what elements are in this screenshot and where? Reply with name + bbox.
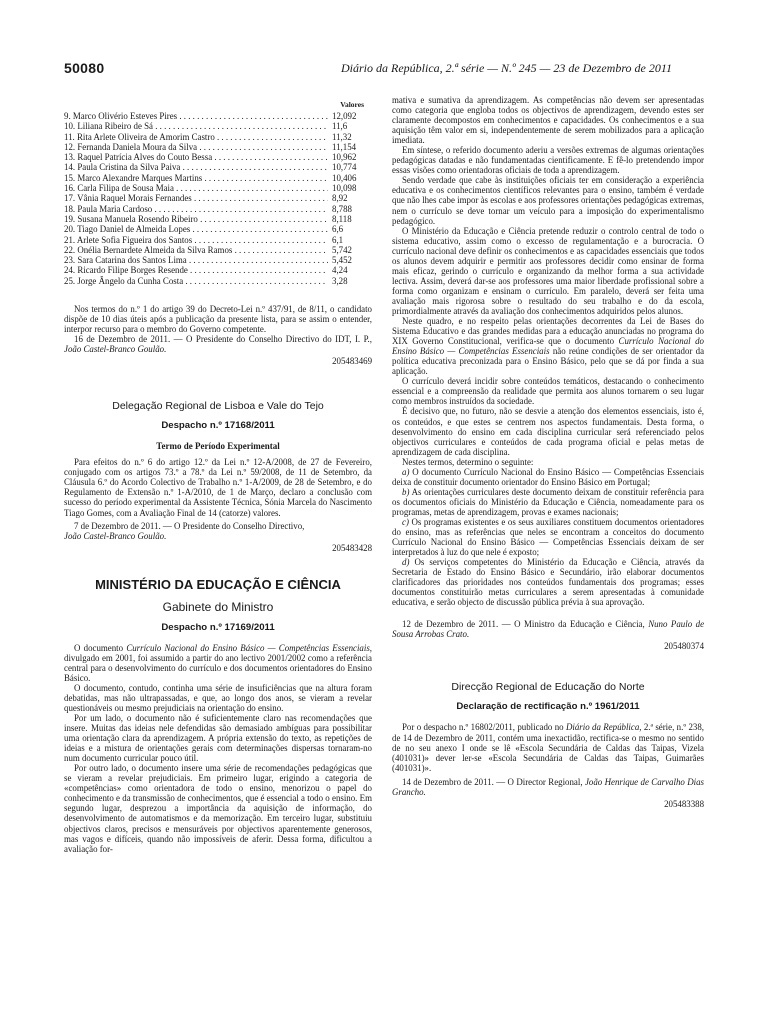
candidate-value: 8,92 [332, 193, 348, 204]
paragraph-por-um-lado: Por um lado, o documento não é suficientemente claro nas recomendações que insere. Muitas das ideias nele defendidas são demasiado ambíguas para possibilitar uma orientação clara da aprendizagem. A própria extensão do texto, as repetições de ideias e a mistura de orientações gerais com determinações dispersas tornaram-no num documento curricular pouco útil. [64, 712, 372, 764]
candidate-value: 4,24 [332, 265, 348, 276]
list-item [64, 255, 372, 265]
candidate-name: 21. Arlete Sofia Figueira dos Santos . . . [64, 235, 328, 245]
list-item [64, 162, 372, 172]
despacho-title-1: Despacho n.º 17168/2011 [161, 420, 275, 432]
signature-2: 7 de Dezembro de 2011. — O Presidente do Conselho Directivo, João Castel-Branco Goulão. [64, 520, 305, 541]
list-item [64, 204, 372, 214]
list-item [64, 214, 372, 224]
left-column [64, 96, 372, 854]
candidate-name: 13. Raquel Patrícia Alves do Couto Bessa . . . [64, 152, 328, 162]
gabinete-title: Gabinete do Ministro [162, 599, 274, 614]
candidate-name: 11. Rita Arlete Oliveira de Amorim Castro . . . [64, 132, 328, 142]
section-delegacao: Delegação Regional de Lisboa e Vale do Tejo [112, 400, 324, 413]
candidate-list [64, 111, 372, 286]
signature-1: 16 de Dezembro de 2011. — O Presidente do Conselho Directivo do IDT, I. P., João Castel-Branco Goulão. [64, 334, 372, 355]
list-item [64, 235, 372, 245]
candidate-name: 16. Carla Filipa de Sousa Maia . . . [64, 183, 328, 193]
paragraph-ministerio: O Ministério da Educação e Ciência pretende reduzir o controlo central de todo o sistema educativo, assim como o excesso de regulamentação e a burocracia. O currículo nacional deve definir os conhecimentos e as capacidades essenciais que todos os alunos devem adquirir e permitir aos professores decidir como ensinar de forma mais eficaz, gerindo o currículo e organizando da melhor forma a sua actividade lectiva. Assim, deverá dar-se aos professores uma maior liberdade profissional sobre a forma como organizam e ensinam o currículo. Em paralelo, deverá ser feita uma avaliação mais rigorosa sobre o resultado do seu trabalho e do da escola, primordialmente através da avaliação dos conhecimentos adquiridos pelos alunos. [392, 225, 704, 316]
signature-4: 14 de Dezembro de 2011. — O Director Regional, João Henrique de Carvalho Dias Grancho. [392, 776, 704, 797]
doc-code-2: 205483428 [332, 542, 372, 553]
candidate-value: 10,406 [332, 172, 357, 183]
paragraph-sintese: Em síntese, o referido documento aderiu a versões extremas de algumas orientações pedagógicas datadas e não fundamentadas cientificamente. E fê-lo pretendendo impor essas visões como orientadoras oficiais de toda a aprendizagem. [392, 145, 704, 176]
paragraph-verdade: Sendo verdade que cabe às instituições oficiais ter em consideração a experiência educativa e os conhecimentos científicos relevantes para o ensino, também é verdade que não lhes cabe impor às escolas e aos professores orientações pedagógicas extremas, nem o currículo se deve tornar um veículo para a imposição do experimentalismo pedagógico. [392, 175, 704, 226]
list-item [64, 132, 372, 142]
candidate-value: 5,742 [332, 244, 352, 255]
candidate-name: 17. Vânia Raquel Morais Fernandes . . . [64, 193, 328, 203]
list-item-c: c) Os programas existentes e os seus auxiliares constituem documentos orientadores do ensino, mas as referências que neles se encontram a conceitos do documento Currículo Nacional do Ensino Básico — Competências Essenciais deixam de ser interpretados à luz do que nele é exposto; [392, 516, 704, 558]
candidate-value: 10,774 [332, 162, 357, 173]
termo-title: Termo de Período Experimental [156, 441, 280, 452]
list-item [64, 245, 372, 255]
list-item-b: b) As orientações curriculares deste documento deixam de constituir referência para os documentos oficiais do Ministério da Educação e Ciência, nomeadamente para os programas, metas de aprendizagem, provas e exames nacionais; [392, 486, 704, 517]
list-header: Valores [340, 100, 364, 109]
list-item [64, 142, 372, 152]
doc-code-1: 205483469 [332, 356, 372, 367]
list-item [64, 183, 372, 193]
candidate-name: 20. Tiago Daniel de Almeida Lopes . . . [64, 224, 328, 234]
candidate-name: 23. Sara Catarina dos Santos Lima . . . [64, 255, 328, 265]
candidate-value: 6,6 [332, 224, 344, 235]
despacho-title-2: Despacho n.º 17169/2011 [161, 621, 275, 633]
candidate-value: 6,1 [332, 234, 344, 245]
paragraph-por-outro-lado: Por outro lado, o documento insere uma série de recomendações pedagógicas que se vieram a revelar prejudiciais. Em primeiro lugar, erigindo a categoria de «competências» como orientadora de todo o ensino, menorizou o papel do conhecimento e da transmissão de conhecimentos, que é essencial a todo o ensino. Em segundo lugar, desprezou a importância da aquisição de informação, do desenvolvimento de automatismos e da memorização. Em terceiro lugar, substituiu objectivos claros, precisos e mensuráveis por objectivos aparentemente generosos, mas vagos e difíceis, quando não impossíveis de aferir. Dessa forma, dificultou a avaliação for- [64, 763, 372, 854]
candidate-value: 11,32 [332, 131, 352, 142]
candidate-name: 14. Paula Cristina da Silva Paiva . . . [64, 162, 328, 172]
candidate-value: 8,118 [332, 213, 352, 224]
right-column [392, 95, 704, 809]
list-item [64, 276, 372, 286]
candidate-value: 3,28 [332, 275, 348, 286]
list-item [64, 121, 372, 131]
paragraph-rectificacao: Por o despacho n.º 16802/2011, publicado no Diário da República, 2.ª série, n.º 238, de 14 de Dezembro de 2011, contém uma inexactidão, rectifica-se o mesmo no sentido de no seu anexo I onde se lê «Escola Secundária de Caldas das Taipas, Vizela (401031)» dever ler-se «Escola Secundária de Caldas das Taipas, Guimarães (401031)». [392, 722, 704, 773]
candidate-value: 11,6 [332, 121, 348, 132]
ministry-title: MINISTÉRIO DA EDUCAÇÃO E CIÊNCIA [95, 576, 341, 592]
candidate-value: 8,788 [332, 203, 352, 214]
candidate-value: 12,092 [332, 111, 357, 121]
candidate-name: 15. Marco Alexandre Marques Martins . . . [64, 173, 328, 183]
list-item [64, 111, 372, 121]
doc-code-4: 205483388 [664, 798, 704, 809]
candidate-name: 12. Fernanda Daniela Moura da Silva . . . [64, 142, 328, 152]
list-item [64, 193, 372, 203]
candidate-value: 11,154 [332, 141, 357, 152]
section-norte: Direcção Regional de Educação do Norte [451, 681, 645, 694]
candidate-name: 9. Marco Olivério Esteves Pires . . . [64, 111, 328, 121]
candidate-value: 5,452 [332, 255, 352, 266]
candidate-name: 18. Paula Maria Cardoso . . . [64, 204, 328, 214]
candidate-value: 10,962 [332, 152, 357, 163]
candidate-name: 19. Susana Manuela Rosendo Ribeiro . . . [64, 214, 328, 224]
candidate-name: 25. Jorge Ângelo da Cunha Costa . . . [64, 276, 328, 286]
list-item-a: a) O documento Currículo Nacional do Ensino Básico — Competências Essenciais deixa de constituir documento orientador do Ensino Básico em Portugal; [392, 466, 704, 487]
list-item [64, 152, 372, 162]
paragraph-continuation: mativa e sumativa da aprendizagem. As competências não devem ser apresentadas como categoria que engloba todos os objectivos de aprendizagem, devendo estes ser claramente decompostos em conhecimentos e capacidades. Os conhecimentos e a sua aquisição têm valor em si, independentemente de serem mobilizados para a aplicação imediata. [392, 95, 704, 146]
doc-code-3: 205480374 [664, 641, 704, 652]
candidate-name: 24. Ricardo Filipe Borges Resende . . . [64, 265, 328, 275]
candidate-value: 10,098 [332, 183, 357, 194]
paragraph-documento: O documento Currículo Nacional do Ensino Básico — Competências Essenciais, divulgado em 2001, foi assumido a partir do ano lectivo 2001/2002 como a referência central para o desenvolvimento do currículo e dos documentos orientadores do Ensino Básico. [64, 642, 372, 683]
page-number: 50080 [64, 60, 105, 76]
paragraph-determino: Nestes termos, determino o seguinte: [402, 456, 534, 467]
list-item [64, 173, 372, 183]
paragraph-nos-termos: Nos termos do n.º 1 do artigo 39 do Decreto-Lei n.º 437/91, de 8/11, o candidato dispõe de 10 dias úteis após a publicação da presente lista, para se assim o entender, interpor recurso para o membro do Governo competente. [64, 304, 372, 335]
candidate-name: 22. Onélia Bernardete Almeida da Silva Ramos . . . [64, 245, 328, 255]
list-item-d: d) Os serviços competentes do Ministério da Educação e Ciência, através da Secretaria de Estado do Ensino Básico e Secundário, irão elaborar documentos clarificadores das prioridades nos conteúdos fundamentais dos programas; esses documentos constituirão metas curriculares a serem apresentadas à comunidade educativa, e serão objecto de discussão pública prévia à sua aprovação. [392, 557, 705, 608]
paragraph-contudo: O documento, contudo, continha uma série de insuficiências que na altura foram debatidas, mas não ultrapassadas, e que, ao longo dos anos, se vieram a revelar questionáveis ou mesmo prejudiciais na orientação do ensino. [64, 682, 372, 713]
journal-header: Diário da República, 2.ª série — N.º 245 — 23 de Dezembro de 2011 [341, 61, 672, 75]
list-item [64, 265, 372, 275]
list-item [64, 224, 372, 234]
paragraph-curriculo: O currículo deverá incidir sobre conteúdos temáticos, destacando o conhecimento essencial e a compreensão da realidade que permita aos alunos tornarem o seu lugar como membros instruídos da sociedade. [392, 376, 704, 407]
candidate-name: 10. Liliana Ribeiro de Sá . . . [64, 121, 328, 131]
paragraph-decisivo: É decisivo que, no futuro, não se desvie a atenção dos elementos essenciais, isto é, os conteúdos, e que estes se centrem nos aspectos fundamentais. Desta forma, o desenvolvimento do ensino em cada disciplina curricular será referenciado pelos objectivos curriculares e conteúdos de cada programa oficial e pelas metas de aprendizagem de cada disciplina. [392, 406, 704, 457]
declaracao-title: Declaração de rectificação n.º 1961/2011 [456, 701, 640, 713]
paragraph-quadro: Neste quadro, e no respeito pelas orientações decorrentes da Lei de Bases do Sistema Educativo e das grandes medidas para a educação anunciadas no programa do XIX Governo Constitucional, verifica-se que o documento Currículo Nacional do Ensino Básico — Competências Essenciais não reúne condições de ser orientador da política educativa preconizada para o Ensino Básico, pelo que se dá por finda a sua aplicação. [392, 316, 705, 377]
paragraph-efeitos: Para efeitos do n.º 6 do artigo 12.º da Lei n.º 12-A/2008, de 27 de Fevereiro, conjugado com os artigos 73.º a 78.º da Lei n.º 59/2008, de 11 de Setembro, da Cláusula 6.º do Acordo Colectivo de Trabalho n.º 1-A/2009, de 28 de Setembro, e do Regulamento de Extensão n.º 1-A/2010, de 1 de Março, declaro a conclusão com sucesso do período experimental da Assistente Técnica, Sónia Marcela do Nascimento Tiago Gomes, com a Avaliação Final de 14 (catorze) valores. [64, 457, 372, 518]
signature-3: 12 de Dezembro de 2011. — O Ministro da Educação e Ciência, Nuno Paulo de Sousa Arrobas Crato. [392, 619, 705, 640]
